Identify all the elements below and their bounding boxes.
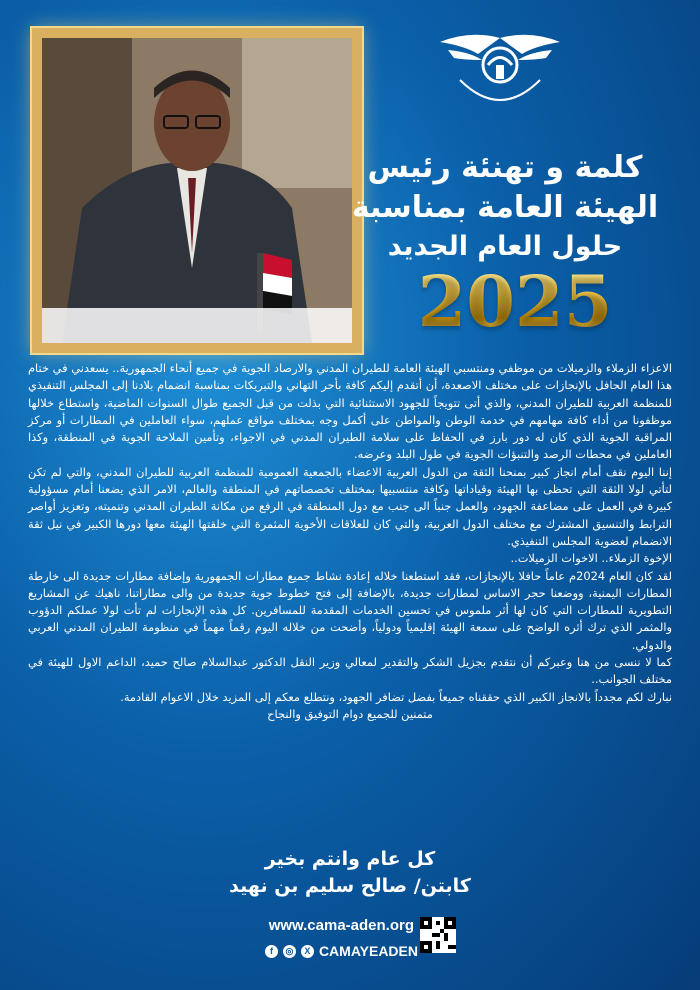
page-title [350,148,660,266]
qr-code [420,917,456,953]
chairman-photo [32,28,362,353]
signature: كابتن/ صالح سليم بن نهيد [229,875,471,897]
paragraph: كما لا ننسى من هنا وعبركم أن نتقدم بجزيل الشكر والتقدير لمعالي وزير النقل الدكتور عبدالسلام صالح حميد، الداعم الاول للهيئة في مختلف الجوانب.. [28,655,672,687]
instagram-icon[interactable]: ◎ [283,945,296,958]
x-icon[interactable]: X [301,945,314,958]
paragraph: متمنين للجميع دوام التوفيق والنجاح [267,706,433,721]
paragraph: إننا اليوم نقف أمام انجاز كبير بمنحنا الثقة من الدول العربية الاعضاء بالجمعية العمومية للمنظمة العربية للطيران المدني، والتي لم تكن لتأتي لولا الثقة التي تحظى بها الهيئة وقياداتها وكافة منتسبيها بمختلف تخصصاتهم في المنطقة والعالم، الامر الذي يضعنا أمام مسؤولية كبيرة في العمل على مضاعفة الجهود، والعمل جنباً الى جنب مع دول المنطقة في الرفع من مكانة الطيران المدني وتنميته، وتعزيز أواصر الترابط والتنسيق المشترك مع مختلف الدول العربية، والتي كان للعلاقات الأخوية المثمرة التي خلقتها الهيئة معها دورها الكبير في نيل ثقة الانضمام لعضوية المجلس التنفيذي. [28,464,672,548]
title-line-1: كلمة و تهنئة رئيس [367,150,643,185]
paragraph: لقد كان العام 2024م عاماً حافلا بالإنجازات، فقد استطعنا خلاله إعادة نشاط جميع مطارات الجمهورية وإضافة مطارات جديدة الى خارطة المطارات اليمنية، ووضعنا حجر الاساس لمطارات جديدة، بالإضافة إلى فتح خطوط جوية جديدة من والى مطاراتنا، ناهيك عن المشاريع التطويرية للمطارات التي كان لها أثر ملموس في تحسين الخدمات المقدمة للمسافرين. كل هذه الإنجازات لم تأت لولا عملكم الدؤوب والمثمر الذي ترك أثره الواضح على سمعة الهيئة إقليمياً ودولياً، وأضحت من خلاله اليوم رقماً مهماً في منظومة الطيران المدني العربي والدولي. [28,568,672,652]
facebook-icon[interactable]: f [265,945,278,958]
closing-greeting: كل عام وانتم بخير [264,848,436,870]
closing [150,846,550,900]
social-row [265,943,418,959]
title-line-3: حلول العام الجديد [387,231,623,262]
paragraph: الإخوة الزملاء.. الاخوات الزميلات.. [510,551,672,566]
paragraph: نبارك لكم مجدداً بالانجاز الكبير الذي حققناه جميعاً بفضل تضافر الجهود، ونتطلع معكم إلى المزيد خلال الاعوام القادمة. [120,689,672,704]
website-link[interactable]: www.cama-aden.org [268,917,414,934]
year-badge: 2025 [400,262,630,342]
paragraph: الاعزاء الزملاء والزميلات من موظفي ومنتسبي الهيئة العامة للطيران المدني والارصاد الجوية في جميع أنحاء الجمهورية.. يسعدني في ختام هذا العام الحافل بالإنجازات على مختلف الاصعدة، أن أتقدم إليكم كافة بأحر التهاني والتبريكات بمناسبة انضمام بلادنا إلى المجلس التنفيذي للمنظمة العربية للطيران المدني، والذي أتى تتويجاً للجهود الاستثنائية التي بذلت من قبل الجميع طوال السنوات الماضية، واستطاع خلالها موظفونا من أداء كافة مهامهم في خدمة الوطن والمواطن على أكمل وجه بمختلف مواقع عملهم، سواء العاملين في المطارات أو مركز المراقبة الجوية الذي كان له دور بارز في الحفاظ على سلامة الطيران المدني في الاجواء، وتأمين الملاحة الجوية في المنطقة، وكذا العاملين في محطات الرصد والتنبؤات الجوية في طول البلد وعرضه. [28,361,672,462]
social-handle: CAMAYEADEN [318,943,418,959]
title-line-2: الهيئة العامة بمناسبة [351,190,659,225]
authority-logo [430,20,570,140]
message-body [28,360,672,723]
chairman-portrait [42,38,352,343]
